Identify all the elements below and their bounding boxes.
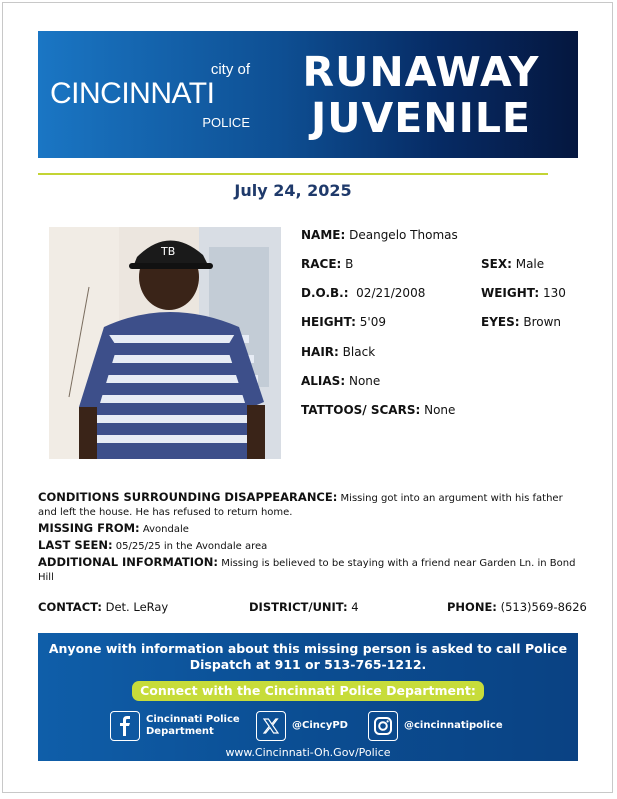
connect-banner: Connect with the Cincinnati Police Department: (132, 681, 484, 701)
x-handle: @CincyPD (292, 720, 348, 731)
facebook-link[interactable] (110, 709, 240, 743)
svg-text:TB: TB (161, 245, 176, 258)
last-seen-label: LAST SEEN: (38, 538, 113, 552)
facebook-label (146, 714, 240, 738)
instagram-icon (368, 711, 398, 741)
person-photo-image (49, 227, 281, 459)
conditions-row (38, 490, 583, 520)
sex-label: SEX: (481, 257, 512, 271)
height-field (301, 315, 386, 329)
phone-field (447, 600, 587, 614)
flyer-title (281, 49, 561, 141)
last-seen-row (38, 538, 583, 554)
header-banner (38, 31, 578, 158)
hair-field (301, 345, 375, 359)
height-label: HEIGHT: (301, 315, 356, 329)
logo-city-text: city of (210, 61, 250, 78)
x-icon (256, 711, 286, 741)
weight-label: WEIGHT: (481, 286, 540, 300)
cincinnati-police-logo (50, 61, 250, 131)
race-label: RACE: (301, 257, 342, 271)
tattoos-field (301, 403, 455, 417)
sex-value: Male (515, 257, 545, 271)
instagram-handle: @cincinnatipolice (404, 720, 503, 731)
district-label: DISTRICT/UNIT: (249, 600, 348, 614)
phone-value: (513)569-8626 (500, 600, 587, 614)
hair-value: Black (342, 345, 376, 359)
case-details (38, 490, 583, 586)
last-seen-value: 05/25/25 in the Avondale area (115, 541, 268, 552)
tip-message: Anyone with information about this missing person is asked to call Police Dispatch at 911 or 513-765-1212. (48, 641, 568, 672)
hair-label: HAIR: (301, 345, 339, 359)
additional-label: ADDITIONAL INFORMATION: (38, 555, 218, 569)
dob-value: 02/21/2008 (356, 286, 426, 300)
title-line-1: RUNAWAY (302, 48, 540, 96)
alias-value: None (348, 374, 381, 388)
dob-field (301, 286, 425, 300)
alias-field (301, 374, 380, 388)
divider-line (38, 173, 548, 175)
facebook-line-1: Cincinnati Police (146, 714, 240, 725)
district-value: 4 (351, 600, 359, 614)
contact-value: Det. LeRay (105, 600, 169, 614)
x-link[interactable] (256, 709, 348, 743)
eyes-label: EYES: (481, 315, 520, 329)
website-link[interactable]: www.Cincinnati-Oh.Gov/Police (225, 746, 391, 759)
name-label: NAME: (301, 228, 346, 242)
additional-info-row (38, 555, 583, 585)
flyer-page (2, 2, 613, 793)
conditions-value: Missing got into an argument with his father and left the house. He has refused to return home. (38, 493, 563, 518)
facebook-line-2: Department (146, 726, 214, 737)
contact-field (38, 600, 168, 614)
additional-value: Missing is believed to be staying with a friend near Garden Ln. in Bond Hill (38, 558, 576, 583)
weight-field (481, 286, 566, 300)
sex-field (481, 257, 544, 271)
eyes-value: Brown (523, 315, 562, 329)
tattoos-value: None (424, 403, 456, 417)
title-line-2: JUVENILE (311, 94, 531, 142)
name-value: Deangelo Thomas (349, 228, 458, 242)
contact-label: CONTACT: (38, 600, 102, 614)
missing-from-value: Avondale (142, 524, 189, 535)
logo-name-text: CINCINNATI (50, 77, 215, 110)
race-value: B (345, 257, 354, 271)
missing-from-label: MISSING FROM: (38, 521, 140, 535)
instagram-link[interactable] (368, 709, 503, 743)
dob-label: D.O.B.: (301, 286, 349, 300)
footer-banner (38, 633, 578, 761)
person-photo (49, 227, 281, 459)
alias-label: ALIAS: (301, 374, 346, 388)
phone-label: PHONE: (447, 600, 497, 614)
logo-dept-text: POLICE (202, 115, 250, 130)
conditions-label: CONDITIONS SURROUNDING DISAPPEARANCE: (38, 490, 338, 504)
flyer-date: July 24, 2025 (234, 181, 352, 200)
missing-from-row (38, 521, 583, 537)
height-value: 5'09 (359, 315, 386, 329)
race-field (301, 257, 353, 271)
district-field (249, 600, 359, 614)
weight-value: 130 (542, 286, 566, 300)
eyes-field (481, 315, 561, 329)
name-field (301, 228, 458, 242)
tattoos-label: TATTOOS/ SCARS: (301, 403, 421, 417)
facebook-icon (110, 711, 140, 741)
